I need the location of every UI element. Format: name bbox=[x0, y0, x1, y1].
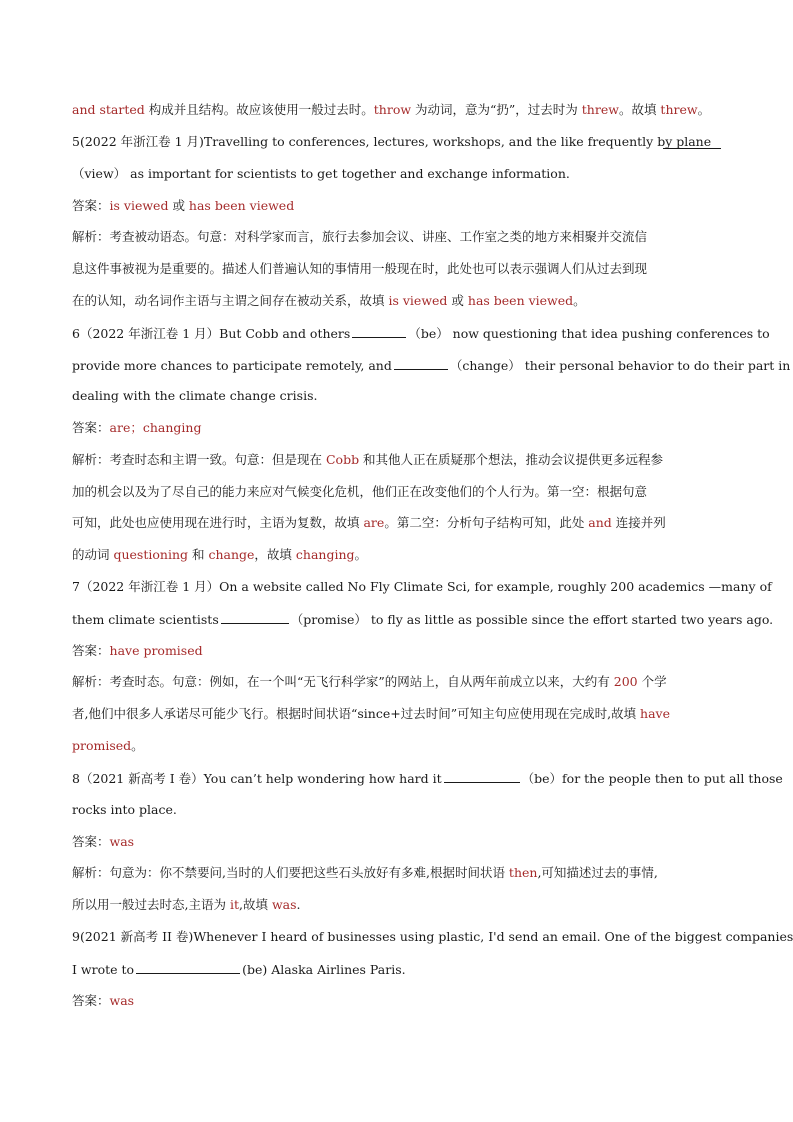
text-line: and started 构成并且结构。故应该使用一般过去时。throw 为动词，意为“扔”，过去时为 threw。故填 threw。 bbox=[72, 102, 711, 117]
text-line: rocks into place. bbox=[72, 802, 177, 817]
answer-blank bbox=[136, 961, 240, 974]
text-line: （view） as important for scientists to get together and exchange information. bbox=[72, 166, 570, 181]
answer-label: 答案： bbox=[72, 834, 110, 849]
answer-line: 答案：is viewed 或 has been viewed bbox=[72, 198, 295, 213]
explanation-line: 者,他们中很多人承诺尽可能少飞行。根据时间状语“since+过去时间”可知主句应使用现在完成时,故填 have bbox=[72, 706, 671, 721]
explanation-line: 解析：考查被动语态。句意：对科学家而言，旅行去参加会议、讲座、工作室之类的地方来相聚并交流信 bbox=[72, 229, 648, 244]
question-6: 6（2022 年浙江卷 1 月）But Cobb and others （be） now questioning that idea pushing conferences to bbox=[72, 326, 770, 341]
text-line: I wrote to (be) Alaska Airlines Paris. bbox=[72, 962, 406, 977]
explanation-line: 的动词 questioning 和 change，故填 changing。 bbox=[72, 547, 368, 562]
explanation-line: 可知，此处也应使用现在进行时，主语为复数，故填 are。第二空：分析句子结构可知，此处 and 连接并列 bbox=[72, 515, 666, 530]
answer-text: threw bbox=[660, 102, 698, 117]
answer-blank bbox=[663, 136, 721, 149]
explanation-line: 在的认知，动名词作主语与主谓之间存在被动关系，故填 is viewed 或 has been viewed。 bbox=[72, 293, 586, 308]
answer-line: 答案：was bbox=[72, 834, 135, 849]
answer-text: threw bbox=[581, 102, 619, 117]
text-line: provide more chances to participate remotely, and （change） their personal behavior to do their part in bbox=[72, 358, 791, 373]
question-8: 8（2021 新高考 I 卷）You can’t help wondering how hard it （be）for the people then to put all those bbox=[72, 771, 783, 786]
answer-text: throw bbox=[373, 102, 412, 117]
answer-blank bbox=[444, 770, 520, 783]
explanation-line: promised。 bbox=[72, 738, 144, 753]
answer-line: 答案：are；changing bbox=[72, 420, 202, 435]
explanation-line: 所以用一般过去时态,主语为 it,故填 was. bbox=[72, 897, 301, 912]
answer-label: 答案： bbox=[72, 420, 110, 435]
question-7: 7（2022 年浙江卷 1 月）On a website called No Fly Climate Sci, for example, roughly 200 academics —many of bbox=[72, 579, 772, 594]
question-9: 9(2021 新高考 II 卷)Whenever I heard of businesses using plastic, I'd send an email. One of the biggest companies bbox=[72, 929, 793, 944]
answer-blank bbox=[394, 357, 448, 370]
answer-text: and started bbox=[72, 102, 145, 117]
text-line: dealing with the climate change crisis. bbox=[72, 388, 318, 403]
answer-label: 答案： bbox=[72, 643, 110, 658]
question-5: 5(2022 年浙江卷 1 月)Travelling to conferences, lectures, workshops, and the like frequently by plane bbox=[72, 134, 723, 150]
answer-line: 答案：have promised bbox=[72, 643, 203, 658]
explanation-line: 解析：考查时态。句意：例如，在一个叫“无飞行科学家”的网站上，自从两年前成立以来，大约有 200 个学 bbox=[72, 674, 667, 689]
explanation-line: 解析：句意为：你不禁要问,当时的人们要把这些石头放好有多难,根据时间状语 then,可知描述过去的事情, bbox=[72, 865, 658, 880]
answer-blank bbox=[352, 325, 406, 338]
answer-blank bbox=[221, 611, 289, 624]
explanation-line: 加的机会以及为了尽自己的能力来应对气候变化危机，他们正在改变他们的个人行为。第一空：根据句意 bbox=[72, 484, 648, 499]
answer-line: 答案：was bbox=[72, 993, 135, 1008]
text-line: them climate scientists （promise） to fly as little as possible since the effort started two years ago. bbox=[72, 612, 774, 627]
explanation-line: 息这件事被视为是重要的。描述人们普遍认知的事情用一般现在时，此处也可以表示强调人们从过去到现 bbox=[72, 261, 648, 276]
answer-label: 答案： bbox=[72, 198, 110, 213]
explanation-line: 解析：考查时态和主谓一致。句意：但是现在 Cobb 和其他人正在质疑那个想法，推动会议提供更多远程参 bbox=[72, 452, 664, 467]
answer-label: 答案： bbox=[72, 993, 110, 1008]
